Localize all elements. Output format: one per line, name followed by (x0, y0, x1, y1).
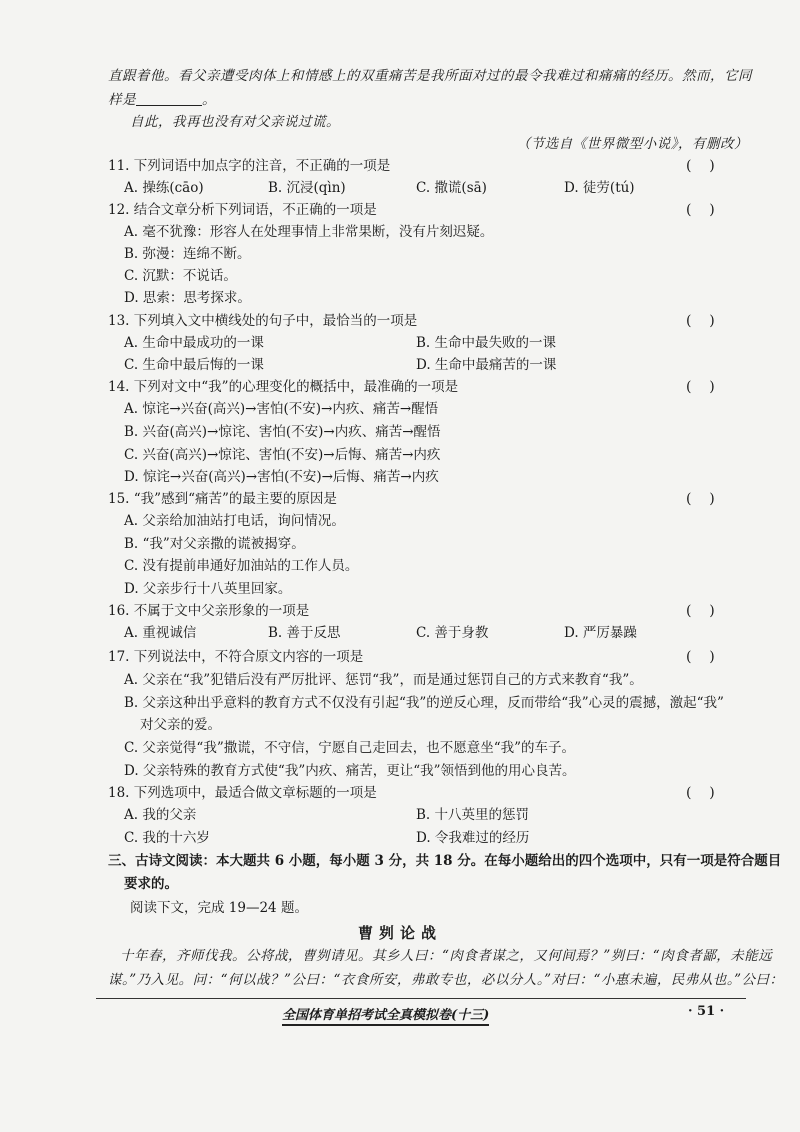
reading-instruction: 阅读下文，完成 19—24 题。 (130, 900, 308, 916)
option: D. 惊诧→兴奋(高兴)→害怕(不安)→后悔、痛苦→内疚 (124, 469, 439, 485)
answer-paren: ( ) (686, 603, 715, 619)
passage-text: 样是 (108, 92, 136, 108)
answer-paren: ( ) (686, 202, 715, 218)
option: A. 操练(cāo) (124, 180, 204, 196)
footer-rule (96, 998, 746, 999)
option: D. 严厉暴躁 (564, 625, 637, 641)
option: C. 兴奋(高兴)→惊诧、害怕(不安)→后悔、痛苦→内疚 (124, 447, 441, 463)
option: D. 思索：思考探求。 (124, 290, 251, 306)
option: C. 父亲觉得“我”撒谎，不守信，宁愿自己走回去，也不愿意坐“我”的车子。 (124, 740, 576, 756)
option: B. 父亲这种出乎意料的教育方式不仅没有引起“我”的逆反心理，反而带给“我”心灵的震撼，激起“我” (124, 695, 724, 711)
option: B. 善于反思 (268, 625, 341, 641)
classical-text-line: 谋。”乃入见。问：“何以战？”公曰：“衣食所安，弗敢专也，必以分人。”对曰：“小惠未遍，民弗从也。”公曰： (108, 972, 784, 988)
option: C. 撒谎(sā) (416, 180, 487, 196)
source-note: （节选自《世界微型小说》，有删改） (516, 136, 748, 152)
answer-paren: ( ) (686, 158, 715, 174)
passage-line: 直跟着他。看父亲遭受肉体上和情感上的双重痛苦是我所面对过的最令我难过和痛痛的经历。然而，它同 (108, 68, 752, 84)
option: A. 父亲在“我”犯错后没有严厉批评、惩罚“我”，而是通过惩罚自己的方式来教育“我”。 (124, 672, 643, 688)
option: D. 生命中最痛苦的一课 (416, 357, 557, 373)
option: C. 生命中最后悔的一课 (124, 357, 264, 373)
classical-text-title: 曹刿论战 (357, 924, 442, 942)
question-stem: 13. 下列填入文中横线处的句子中，最恰当的一项是 (108, 313, 418, 329)
passage-text: 。 (202, 92, 216, 108)
option: B. 沉浸(qìn) (268, 180, 346, 196)
question-stem: 15. “我”感到“痛苦”的最主要的原因是 (108, 491, 337, 507)
answer-paren: ( ) (686, 313, 715, 329)
section-heading-cont: 要求的。 (124, 876, 178, 892)
option: C. 我的十六岁 (124, 830, 210, 846)
option: D. 父亲特殊的教育方式使“我”内疚、痛苦，更让“我”领悟到他的用心良苦。 (124, 763, 576, 779)
question-stem: 16. 不属于文中父亲形象的一项是 (108, 603, 310, 619)
answer-paren: ( ) (686, 649, 715, 665)
passage-line-blank (108, 90, 740, 110)
option: B. 生命中最失败的一课 (416, 335, 557, 351)
answer-paren: ( ) (686, 491, 715, 507)
fill-blank (136, 91, 202, 106)
question-stem: 17. 下列说法中，不符合原文内容的一项是 (108, 649, 364, 665)
option: A. 生命中最成功的一课 (124, 335, 264, 351)
option: C. 善于身教 (416, 625, 489, 641)
option: A. 我的父亲 (124, 807, 197, 823)
question-stem: 14. 下列对文中“我”的心理变化的概括中，最准确的一项是 (108, 379, 459, 395)
answer-paren: ( ) (686, 379, 715, 395)
option: D. 令我难过的经历 (416, 830, 530, 846)
question-stem: 12. 结合文章分析下列词语，不正确的一项是 (108, 202, 377, 218)
option: D. 父亲步行十八英里回家。 (124, 581, 292, 597)
option: A. 重视诚信 (124, 625, 197, 641)
option: B. 十八英里的惩罚 (416, 807, 530, 823)
question-stem: 11. 下列词语中加点字的注音，不正确的一项是 (108, 158, 391, 174)
option-continued: 对父亲的爱。 (140, 717, 221, 733)
option: C. 沉默：不说话。 (124, 268, 237, 284)
option: A. 惊诧→兴奋(高兴)→害怕(不安)→内疚、痛苦→醒悟 (124, 401, 439, 417)
question-stem: 18. 下列选项中，最适合做文章标题的一项是 (108, 785, 377, 801)
option: A. 父亲给加油站打电话，询问情况。 (124, 513, 345, 529)
passage-line: 自此，我再也没有对父亲说过谎。 (130, 114, 340, 130)
answer-paren: ( ) (686, 785, 715, 801)
option: A. 毫不犹豫：形容人在处理事情上非常果断，没有片刻迟疑。 (124, 224, 494, 240)
option: B. 弥漫：连绵不断。 (124, 246, 251, 262)
footer-title: 全国体育单招考试全真模拟卷(十三) (282, 1004, 489, 1026)
option: B. “我”对父亲撒的谎被揭穿。 (124, 536, 305, 552)
section-heading: 三、古诗文阅读：本大题共 6 小题，每小题 3 分，共 18 分。在每小题给出的四个选项中，只有一项是符合题目 (108, 853, 782, 869)
option: C. 没有提前串通好加油站的工作人员。 (124, 558, 359, 574)
page-number: · 51 · (688, 1004, 725, 1019)
classical-text-line: 十年春，齐师伐我。公将战，曹刿请见。其乡人曰：“肉食者谋之，又何间焉？”刿曰：“肉食者鄙，未能远 (120, 948, 773, 964)
option: D. 徒劳(tú) (564, 180, 635, 196)
option: B. 兴奋(高兴)→惊诧、害怕(不安)→内疚、痛苦→醒悟 (124, 424, 441, 440)
